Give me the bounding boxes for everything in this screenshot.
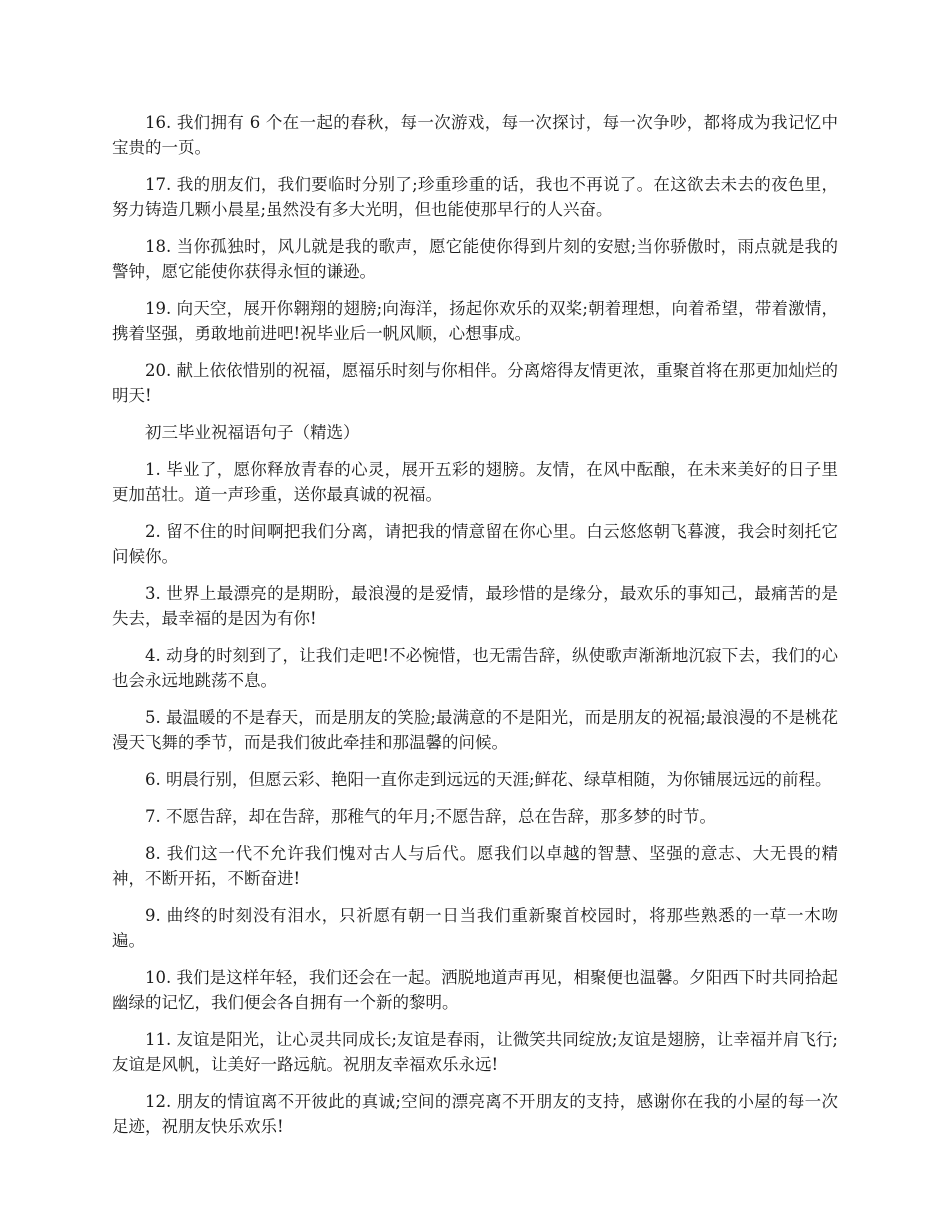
paragraph-8: 8. 我们这一代不允许我们愧对古人与后代。愿我们以卓越的智慧、坚强的意志、大无畏的精神，不断开拓，不断奋进! [112, 844, 838, 888]
paragraph-7: 7. 不愿告辞，却在告辞，那稚气的年月;不愿告辞，总在告辞，那多梦的时节。 [145, 807, 717, 826]
paragraph-10: 10. 我们是这样年轻，我们还会在一起。洒脱地道声再见，相聚便也温馨。夕阳西下时共同拾起幽绿的记忆，我们便会各自拥有一个新的黎明。 [112, 968, 838, 1012]
paragraph-4: 4. 动身的时刻到了，让我们走吧!不必惋惜，也无需告辞，纵使歌声渐渐地沉寂下去，我们的心也会永远地跳荡不息。 [112, 646, 838, 690]
paragraph-17: 17. 我的朋友们，我们要临时分别了;珍重珍重的话，我也不再说了。在这欲去未去的夜色里，努力铸造几颗小晨星;虽然没有多大光明，但也能使那早行的人兴奋。 [112, 175, 838, 219]
paragraph-18: 18. 当你孤独时，风儿就是我的歌声，愿它能使你得到片刻的安慰;当你骄傲时，雨点就是我的警钟，愿它能使你获得永恒的谦逊。 [112, 237, 838, 281]
paragraph-12: 12. 朋友的情谊离不开彼此的真诚;空间的漂亮离不开朋友的支持，感谢你在我的小屋的每一次足迹，祝朋友快乐欢乐! [112, 1092, 838, 1136]
paragraph-2: 2. 留不住的时间啊把我们分离，请把我的情意留在你心里。白云悠悠朝飞暮渡，我会时刻托它问候你。 [112, 522, 838, 566]
document-page [112, 110, 838, 1151]
section-heading: 初三毕业祝福语句子（精选） [145, 423, 360, 442]
paragraph-6: 6. 明晨行别，但愿云彩、艳阳一直你走到远远的天涯;鲜花、绿草相随，为你铺展远远的前程。 [145, 770, 832, 789]
paragraph-5: 5. 最温暖的不是春天，而是朋友的笑脸;最满意的不是阳光，而是朋友的祝福;最浪漫的不是桃花漫天飞舞的季节，而是我们彼此牵挂和那温馨的问候。 [112, 708, 838, 752]
paragraph-1: 1. 毕业了，愿你释放青春的心灵，展开五彩的翅膀。友情，在风中酝酿，在未来美好的日子里更加茁壮。道一声珍重，送你最真诚的祝福。 [112, 460, 838, 504]
paragraph-20: 20. 献上依依惜别的祝福，愿福乐时刻与你相伴。分离熔得友情更浓，重聚首将在那更加灿烂的明天! [112, 361, 838, 405]
paragraph-16: 16. 我们拥有 6 个在一起的春秋，每一次游戏，每一次探讨，每一次争吵，都将成为我记忆中宝贵的一页。 [112, 113, 838, 157]
paragraph-19: 19. 向天空，展开你翱翔的翅膀;向海洋，扬起你欢乐的双桨;朝着理想，向着希望，带着激情，携着坚强，勇敢地前进吧!祝毕业后一帆风顺，心想事成。 [112, 299, 838, 343]
paragraph-11: 11. 友谊是阳光，让心灵共同成长;友谊是春雨，让微笑共同绽放;友谊是翅膀，让幸福并肩飞行;友谊是风帆，让美好一路远航。祝朋友幸福欢乐永远! [112, 1030, 838, 1074]
paragraph-3: 3. 世界上最漂亮的是期盼，最浪漫的是爱情，最珍惜的是缘分，最欢乐的事知己，最痛苦的是失去，最幸福的是因为有你! [112, 584, 838, 628]
paragraph-9: 9. 曲终的时刻没有泪水，只祈愿有朝一日当我们重新聚首校园时，将那些熟悉的一草一木吻遍。 [112, 906, 838, 950]
